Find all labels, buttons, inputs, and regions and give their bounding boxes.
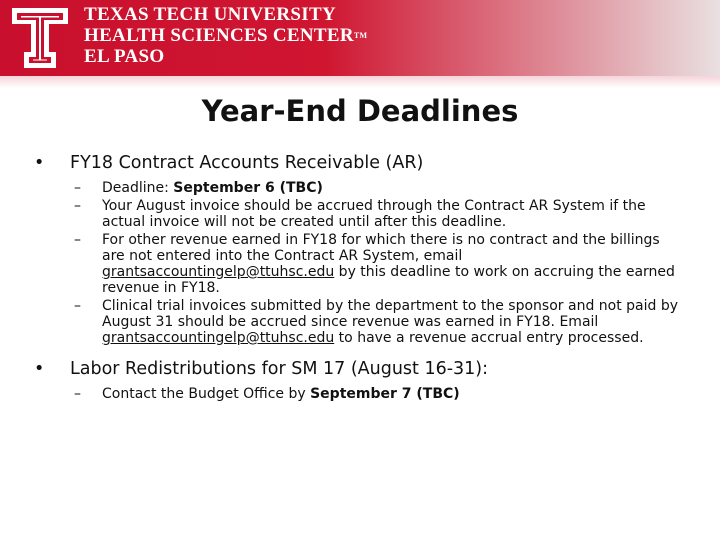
subbullet-clinical-trial bbox=[30, 298, 690, 346]
subbullet-budget-office bbox=[30, 386, 690, 402]
double-t-logo-icon bbox=[10, 6, 70, 70]
email-link[interactable]: grantsaccountingelp@ttuhsc.edu bbox=[102, 264, 335, 280]
bullet-contract-ar bbox=[30, 152, 690, 174]
subbullet-august-invoice bbox=[30, 198, 690, 230]
subbullets-contract-ar bbox=[30, 180, 690, 346]
institution-line-2-text: HEALTH SCIENCES CENTER bbox=[84, 25, 354, 46]
bullet-marker: • bbox=[34, 153, 45, 173]
subbullet-text-after: by this deadline to work on accruing the earned revenue in FY18. bbox=[102, 264, 675, 296]
dash-marker: – bbox=[74, 232, 81, 248]
dash-marker: – bbox=[74, 386, 81, 402]
bullet-marker: • bbox=[34, 359, 45, 379]
institution-line-1: TEXAS TECH UNIVERSITY bbox=[84, 4, 336, 25]
bullet-text: Labor Redistributions for SM 17 (August 16-31): bbox=[70, 359, 489, 379]
bullet-text: FY18 Contract Accounts Receivable (AR) bbox=[70, 153, 424, 173]
slide-content bbox=[30, 152, 690, 414]
subbullet-deadline bbox=[30, 180, 690, 196]
trademark-mark: TM bbox=[353, 31, 368, 40]
subbullet-text-before: Clinical trial invoices submitted by the department to the sponsor and not paid by August 31 should be accrued since revenue was earned in FY18. Email bbox=[102, 298, 679, 330]
subbullet-text-after: to have a revenue accrual entry processed. bbox=[334, 330, 644, 346]
budget-deadline-date: September 7 (TBC) bbox=[310, 386, 460, 402]
dash-marker: – bbox=[74, 198, 81, 214]
email-link[interactable]: grantsaccountingelp@ttuhsc.edu bbox=[102, 330, 335, 346]
bullet-labor-redistributions bbox=[30, 358, 690, 380]
deadline-label: Deadline: bbox=[102, 180, 174, 196]
dash-marker: – bbox=[74, 180, 81, 196]
header-shadow bbox=[0, 76, 720, 88]
subbullet-text: Your August invoice should be accrued through the Contract AR System if the actual invoice will not be created until after this deadline. bbox=[102, 198, 646, 230]
institution-line-3: EL PASO bbox=[84, 46, 165, 67]
institution-line-2 bbox=[84, 25, 367, 46]
dash-marker: – bbox=[74, 298, 81, 314]
deadline-date: September 6 (TBC) bbox=[173, 180, 323, 196]
subbullet-text-before: For other revenue earned in FY18 for which there is no contract and the billings are not entered into the Contract AR System, email bbox=[102, 232, 660, 264]
subbullets-labor bbox=[30, 386, 690, 402]
contact-text: Contact the Budget Office by bbox=[102, 386, 311, 402]
subbullet-other-revenue bbox=[30, 232, 690, 296]
institution-name bbox=[84, 4, 367, 67]
header-banner bbox=[0, 0, 720, 76]
slide-title: Year-End Deadlines bbox=[201, 94, 519, 128]
